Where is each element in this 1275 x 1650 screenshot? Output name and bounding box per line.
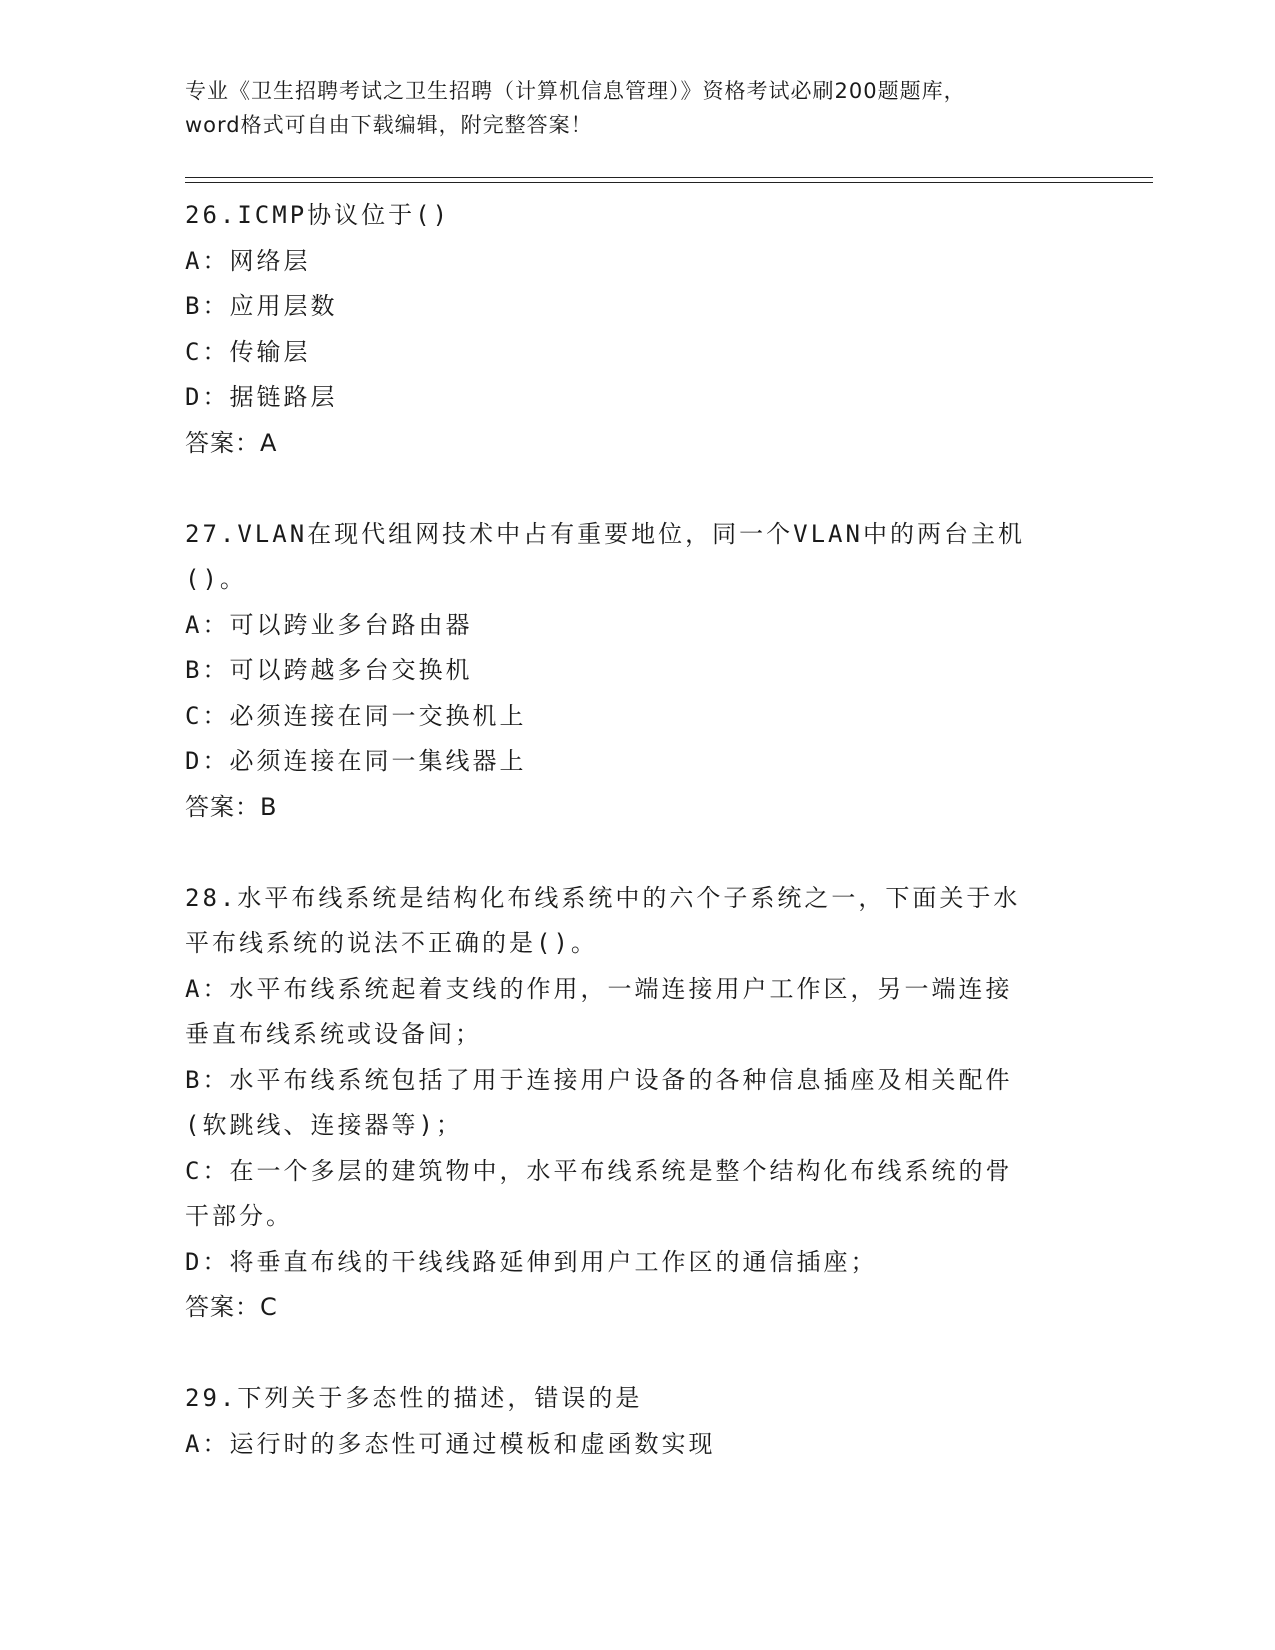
question-stem: 27.VLAN在现代组网技术中占有重要地位，同一个VLAN中的两台主机 (185, 519, 1025, 548)
question-stem-cont: ()。 (185, 565, 247, 593)
question-spacer (185, 1331, 1065, 1377)
answer-label: 答案：A (185, 428, 278, 457)
header-line-2: word格式可自由下载编辑，附完整答案！ (185, 113, 593, 137)
option-b: B：应用层数 (185, 292, 338, 320)
option-a: A：网络层 (185, 246, 311, 275)
option-d: D：将垂直布线的干线线路延伸到用户工作区的通信插座； (185, 1247, 878, 1276)
question-spacer (185, 466, 1065, 512)
option-b: B：水平布线系统包括了用于连接用户设备的各种信息插座及相关配件 (185, 1065, 1013, 1094)
option-a: A：可以跨业多台路由器 (185, 610, 473, 639)
document-header (185, 74, 1065, 142)
option-c: C：传输层 (185, 337, 311, 366)
question-stem: 28.水平布线系统是结构化布线系统中的六个子系统之一，下面关于水 (185, 883, 1021, 912)
option-a: A：水平布线系统起着支线的作用，一端连接用户工作区，另一端连接 (185, 974, 1013, 1003)
option-a: A：运行时的多态性可通过模板和虚函数实现 (185, 1429, 716, 1458)
option-b-cont: (软跳线、连接器等)； (185, 1111, 463, 1139)
question-stem: 26.ICMP协议位于() (185, 201, 451, 229)
option-c: C：必须连接在同一交换机上 (185, 701, 527, 730)
option-b: B：可以跨越多台交换机 (185, 656, 473, 684)
option-d: D：必须连接在同一集线器上 (185, 747, 527, 775)
question-list (185, 193, 1065, 1467)
answer-label: 答案：B (185, 792, 278, 821)
option-c: C：在一个多层的建筑物中，水平布线系统是整个结构化布线系统的骨 (185, 1156, 1013, 1185)
question-26 (185, 193, 1065, 466)
question-stem-cont: 平布线系统的说法不正确的是()。 (185, 929, 598, 957)
question-29 (185, 1376, 1065, 1467)
question-27 (185, 512, 1065, 831)
header-rule-top (185, 177, 1153, 178)
header-rule-bottom (185, 182, 1153, 183)
option-a-cont: 垂直布线系统或设备间； (185, 1020, 482, 1048)
question-spacer (185, 830, 1065, 876)
answer-label: 答案：C (185, 1293, 278, 1321)
option-c-cont: 干部分。 (185, 1202, 293, 1230)
question-28 (185, 876, 1065, 1331)
header-line-1: 专业《卫生招聘考试之卫生招聘（计算机信息管理）》资格考试必刷200题题库， (185, 79, 966, 103)
option-d: D：据链路层 (185, 383, 338, 411)
question-stem: 29.下列关于多态性的描述，错误的是 (185, 1384, 643, 1412)
